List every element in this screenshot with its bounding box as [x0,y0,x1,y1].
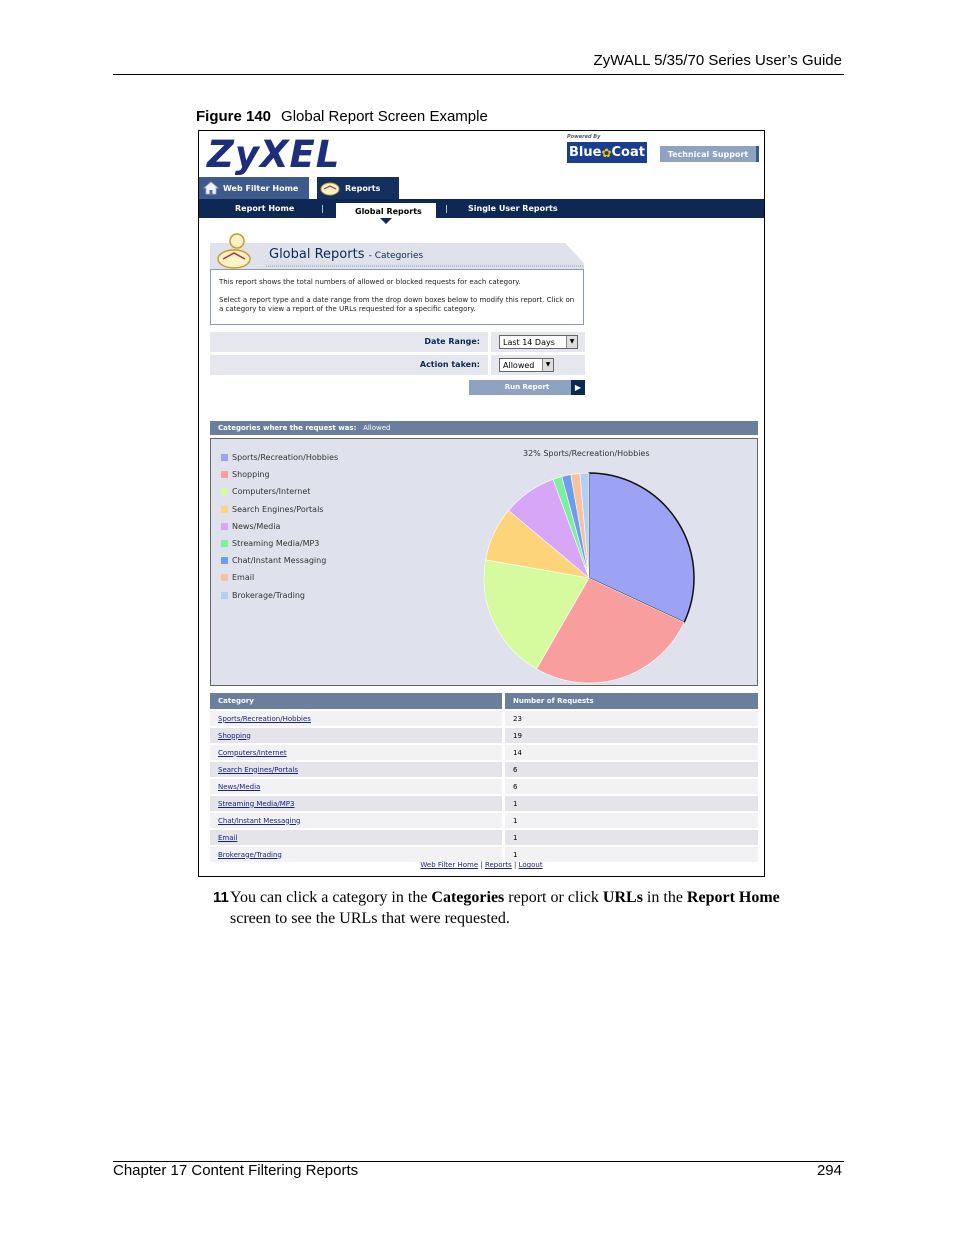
request-count: 6 [502,762,758,777]
section-title [269,247,423,262]
subnav-separator: | [445,204,448,213]
category-link[interactable]: Computers/Internet [210,745,502,760]
legend-label: Chat/Instant Messaging [232,556,327,566]
step-text-bold: Categories [431,889,505,906]
category-link[interactable]: Sports/Recreation/Hobbies [210,711,502,726]
technical-support-button[interactable]: Technical Support [660,146,759,162]
active-tab-pointer-icon [380,218,392,224]
step-text-bold: Report Home [686,889,780,906]
column-header-category: Category [210,693,502,709]
guide-title: ZyWALL 5/35/70 Series User’s Guide [593,52,842,69]
subnav-single-user-reports[interactable]: Single User Reports [468,204,558,213]
tab-web-filter-home[interactable] [199,177,309,199]
step-number: 11 [213,889,229,906]
request-count: 14 [502,745,758,760]
categories-filter-bar [210,421,758,435]
action-taken-value: Allowed [503,361,535,370]
bluecoat-logo [567,142,647,163]
report-description [210,269,584,325]
figure-title: Global Report Screen Example [281,108,488,125]
category-link[interactable]: Search Engines/Portals [210,762,502,777]
pie-chart-panel [210,438,758,686]
step-text-bold: URLs [602,889,643,906]
category-link[interactable]: Streaming Media/MP3 [210,796,502,811]
table-row [210,762,758,777]
footer-link-web-filter-home[interactable]: Web Filter Home [420,861,479,869]
date-range-value: Last 14 Days [503,338,555,347]
chart-callout: 32% Sports/Recreation/Hobbies [523,449,650,458]
request-count: 1 [502,796,758,811]
category-link[interactable]: Brokerage/Trading [210,847,502,862]
column-header-requests: Number of Requests [502,693,758,709]
step-text-run: You can click a category in the [230,889,432,906]
request-count: 19 [502,728,758,743]
footer-link-reports[interactable]: Reports [484,861,512,869]
tab-reports-label: Reports [345,183,381,193]
chevron-down-icon: ▼ [566,336,577,348]
run-report-button[interactable] [469,380,585,395]
figure-caption [196,108,488,125]
table-row [210,847,758,862]
action-taken-label: Action taken: [210,355,488,375]
action-taken-cell [491,355,585,375]
step-text-line-2: screen to see the URLs that were requested. [230,910,510,927]
report-subnav [199,199,764,218]
table-row [210,830,758,845]
table-row [210,779,758,794]
step-text [213,887,838,908]
home-icon [203,181,219,195]
report-screenshot [198,130,765,877]
legend-label: Search Engines/Portals [232,504,324,514]
legend-label: Computers/Internet [232,487,311,497]
reports-icon [320,180,340,196]
category-table [210,691,758,864]
legend-label: Sports/Recreation/Hobbies [232,453,339,463]
section-subtitle: - Categories [368,251,424,261]
table-row [210,796,758,811]
figure-label: Figure 140 [196,108,272,125]
date-range-label: Date Range: [210,332,488,352]
category-link[interactable]: News/Media [210,779,502,794]
request-count: 1 [502,830,758,845]
category-link[interactable]: Shopping [210,728,502,743]
play-arrow-icon: ▶ [571,380,585,395]
description-line-2: Select a report type and a date range from the drop down boxes below to modify this report. Click on a category to view a report of the URLs requested for a specific category. [219,296,575,313]
powered-by-label: Powered By [567,134,601,140]
footer-link-logout[interactable]: Logout [518,861,543,869]
legend-label: Email [232,573,255,583]
chapter-title: Chapter 17 Content Filtering Reports [113,1162,359,1179]
step-text-run: in the [642,889,687,906]
request-count: 6 [502,779,758,794]
chevron-down-icon: ▼ [542,359,553,371]
subnav-global-reports-active[interactable] [336,203,436,218]
description-line-1: This report shows the total numbers of allowed or blocked requests for each category. [219,278,521,286]
action-taken-select[interactable] [499,358,554,372]
request-count: 23 [502,711,758,726]
legend-label: Streaming Media/MP3 [232,539,320,549]
subnav-global-reports-label: Global Reports [355,207,422,216]
date-range-select[interactable] [499,335,578,349]
table-row [210,728,758,743]
pie-chart [211,439,759,687]
tab-reports[interactable] [317,177,399,199]
date-range-cell [491,332,585,352]
run-report-label: Run Report [504,383,550,391]
page-number: 294 [816,1162,842,1179]
step-text-run: report or click [504,889,603,906]
categories-bar-label: Categories where the request was: [218,424,357,432]
request-count: 1 [502,813,758,828]
categories-bar-value: Allowed [363,424,391,432]
table-row [210,745,758,760]
legend-label: Shopping [232,470,270,480]
subnav-separator: | [321,204,324,213]
legend-label: Brokerage/Trading [232,590,306,600]
category-link[interactable]: Email [210,830,502,845]
table-header-row [210,693,758,709]
footer-links: Web Filter Home | Reports | Logout [420,861,543,869]
bluecoat-word-2: Coat [611,145,645,160]
subnav-report-home[interactable]: Report Home [235,204,295,213]
request-count: 1 [502,847,758,862]
instruction-step [213,887,838,929]
category-link[interactable]: Chat/Instant Messaging [210,813,502,828]
legend-label: News/Media [232,521,281,531]
bluecoat-word-1: Blue [569,145,602,160]
section-title-text: Global Reports [269,247,365,262]
header-divider [113,74,844,75]
zyxel-logo: ZyXEL [207,133,341,176]
table-row [210,711,758,726]
global-reports-icon [217,231,257,269]
bluecoat-star-icon: ✿ [601,145,612,160]
table-row [210,813,758,828]
tab-web-filter-home-label: Web Filter Home [223,183,299,193]
